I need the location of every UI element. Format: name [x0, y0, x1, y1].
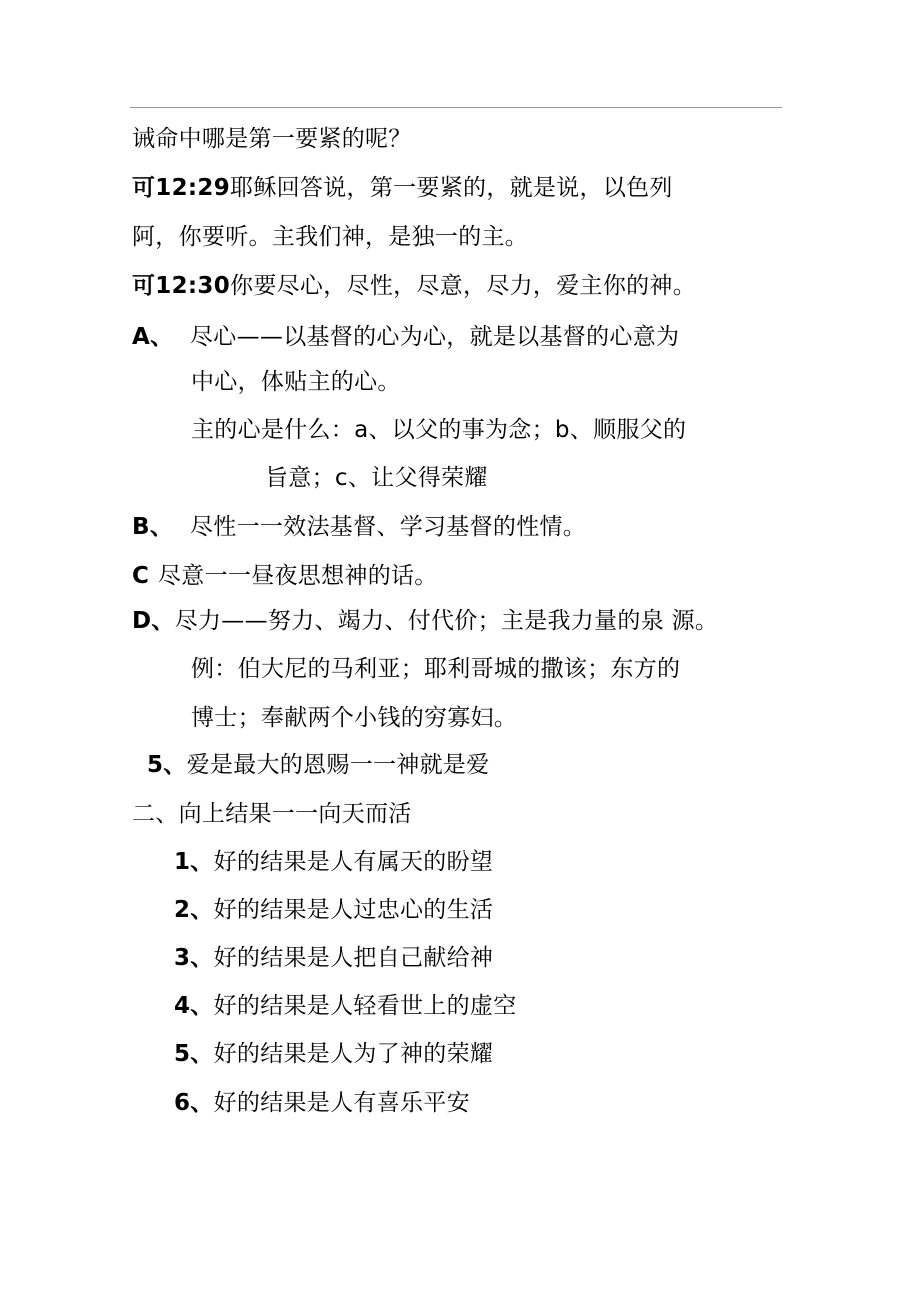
verse-reference: 可12:30 [132, 273, 231, 299]
line-text: 诫命中哪是第一要紧的呢？ [132, 126, 412, 152]
line-text: 博士；奉献两个小钱的穷寡妇。 [191, 705, 518, 731]
line-text: 尽性一一效法基督、学习基督的性情。 [190, 514, 587, 540]
point-b [132, 512, 586, 542]
line-text: 好的结果是人为了神的荣耀 [213, 1041, 494, 1067]
item-number: 6、 [174, 1090, 214, 1116]
verse-line-12-29 [132, 173, 673, 203]
line-text: 二、向上结果一一向天而活 [132, 801, 412, 827]
verse-line-12-30 [132, 271, 696, 301]
result-item-2 [174, 895, 493, 925]
section-heading-two [132, 799, 412, 829]
line-text: 好的结果是人轻看世上的虚空 [213, 993, 517, 1019]
item-number: 3、 [174, 945, 214, 971]
point-a [132, 322, 679, 352]
line-text: 好的结果是人有喜乐平安 [213, 1090, 470, 1116]
point-a-detail-continuation [265, 463, 488, 493]
item-number: 1、 [174, 849, 214, 875]
line-text: 耶稣回答说，第一要紧的，就是说，以色列 [230, 175, 673, 201]
result-item-4 [174, 991, 517, 1021]
result-item-1 [174, 847, 493, 877]
line-text: 阿，你要听。主我们神，是独一的主。 [132, 224, 529, 250]
point-label: 5、 [147, 752, 187, 778]
point-label: D、 [132, 608, 175, 634]
line-text: 好的结果是人有属天的盼望 [213, 849, 494, 875]
line-text: 好的结果是人过忠心的生活 [213, 897, 494, 923]
point-d-example [191, 654, 680, 684]
verse-continuation [132, 222, 528, 252]
line-text: 尽意一一昼夜思想神的话。 [158, 563, 438, 589]
point-c [132, 561, 438, 591]
line-text: 主的心是什么：a、以父的事为念；b、顺服父的 [191, 417, 687, 443]
line-text: 中心，体贴主的心。 [191, 369, 401, 395]
item-number: 2、 [174, 897, 214, 923]
result-item-5 [174, 1039, 493, 1069]
point-label: C [132, 563, 150, 589]
line-text: 尽心——以基督的心为心，就是以基督的心意为 [190, 324, 680, 350]
verse-reference: 可12:29 [132, 175, 231, 201]
point-d-example-continuation [191, 703, 517, 733]
line-text: 旨意；c、让父得荣耀 [265, 465, 488, 491]
point-5 [147, 750, 490, 780]
point-a-continuation [191, 367, 401, 397]
line-text: 好的结果是人把自己献给神 [213, 945, 494, 971]
item-number: 4、 [174, 993, 214, 1019]
header-rule [130, 107, 782, 108]
point-d [132, 606, 718, 636]
result-item-6 [174, 1088, 470, 1118]
result-item-3 [174, 943, 493, 973]
line-text: 尽力——努力、竭力、付代价；主是我力量的泉 源。 [174, 608, 719, 634]
line-text: 你要尽心，尽性，尽意，尽力，爱主你的神。 [230, 273, 697, 299]
point-label: A、 [132, 324, 174, 350]
question-line [132, 124, 412, 154]
point-a-detail [191, 415, 686, 445]
point-label: B、 [132, 514, 174, 540]
line-text: 爱是最大的恩赐一一神就是爱 [186, 752, 490, 778]
line-text: 例：伯大尼的马利亚；耶利哥城的撒该；东方的 [191, 656, 681, 682]
item-number: 5、 [174, 1041, 214, 1067]
